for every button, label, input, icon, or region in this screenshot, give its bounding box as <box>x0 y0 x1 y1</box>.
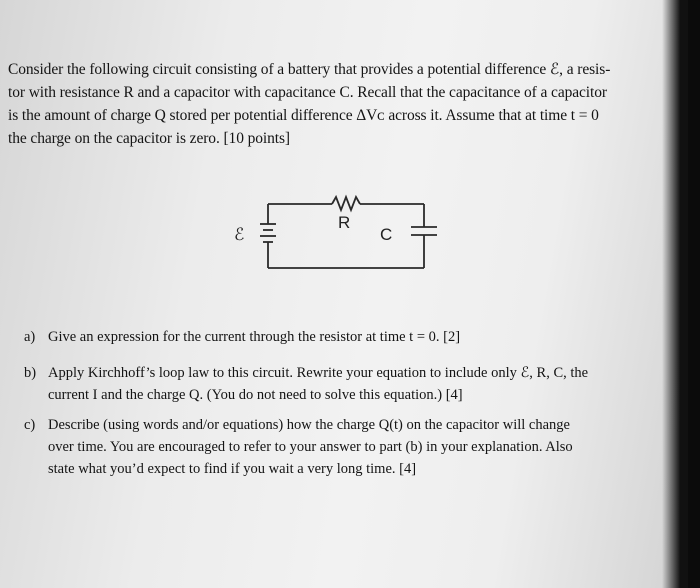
question-a <box>24 326 660 348</box>
question-a-letter: a) <box>24 329 36 345</box>
resistor-symbol <box>332 197 360 210</box>
question-list <box>24 326 660 488</box>
question-b-line-2: current I and the charge Q. (You do not need to solve this equation.) [4] <box>48 387 463 403</box>
question-c-line-1: Describe (using words and/or equations) how the charge Q(t) on the capacitor will change <box>48 417 570 433</box>
shadow-edge <box>662 0 688 588</box>
question-a-line-1: Give an expression for the current through the resistor at time t = 0. [2] <box>48 329 461 345</box>
question-c-line-2: over time. You are encouraged to refer to your answer to part (b) in your explanation. Also <box>48 439 573 455</box>
battery-label: ℰ <box>234 225 245 244</box>
statement-line-1: Consider the following circuit consisting of a battery that provides a potential difference ℰ, a resis- <box>8 61 611 78</box>
statement-line-4: the charge on the capacitor is zero. [10 points] <box>8 130 290 147</box>
question-c-line-3: state what you’d expect to find if you wait a very long time. [4] <box>48 461 417 477</box>
question-c <box>24 414 660 480</box>
problem-statement <box>8 58 656 150</box>
question-b <box>24 362 660 406</box>
resistor-label: R <box>338 213 351 232</box>
statement-line-2: tor with resistance R and a capacitor with capacitance C. Recall that the capacitance of a capacitor <box>8 84 607 101</box>
question-b-letter: b) <box>24 365 37 381</box>
capacitor-label: C <box>380 225 393 244</box>
circuit-diagram <box>220 182 460 292</box>
question-c-letter: c) <box>24 417 36 433</box>
statement-line-3: is the amount of charge Q stored per potential difference ΔVᴄ across it. Assume that at time t = 0 <box>8 107 599 124</box>
question-b-line-1: Apply Kirchhoff’s loop law to this circuit. Rewrite your equation to include only ℰ, R, C, the <box>48 365 589 381</box>
